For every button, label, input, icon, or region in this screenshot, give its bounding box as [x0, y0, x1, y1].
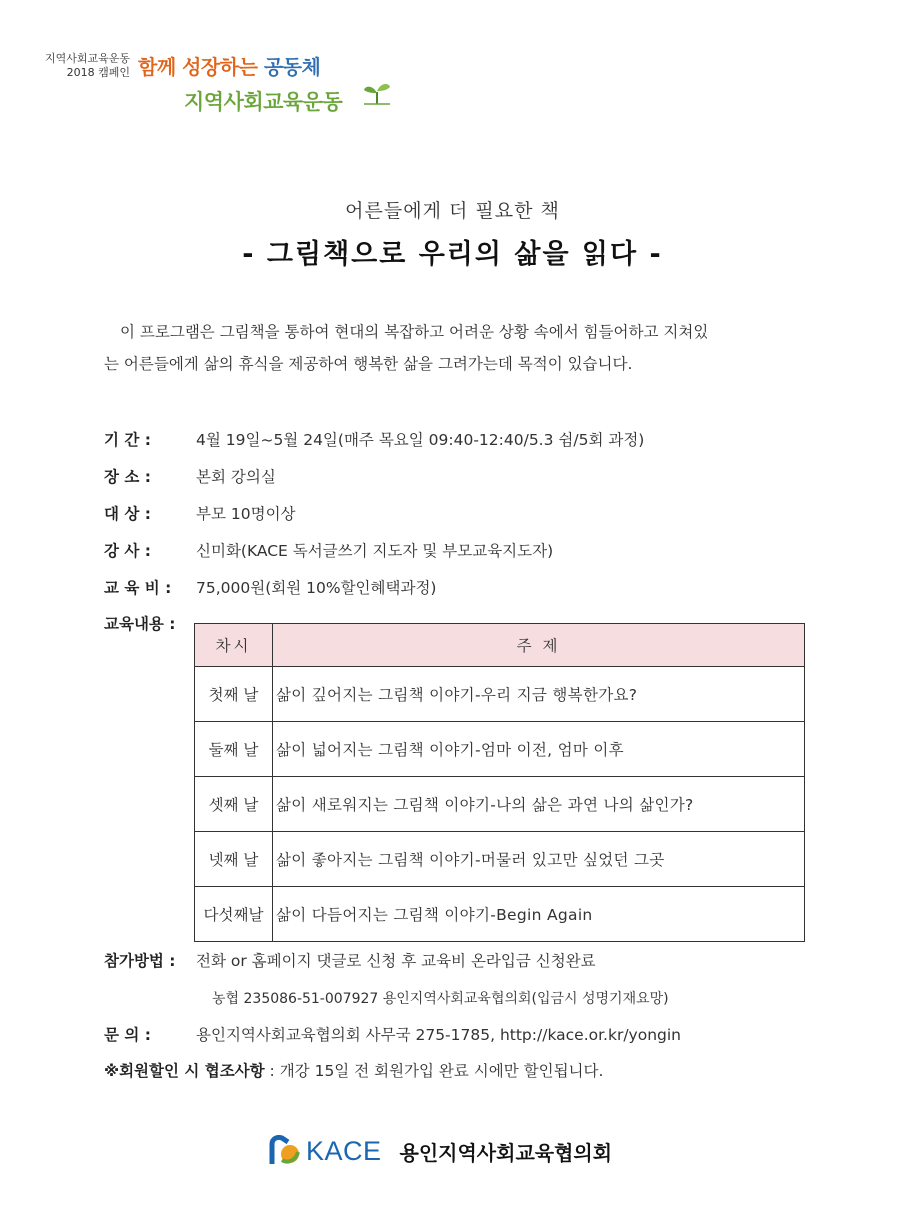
detail-place	[104, 465, 276, 487]
table-row	[195, 887, 805, 942]
session-day: 셋째 날	[195, 777, 273, 832]
subtitle: 어른들에게 더 필요한 책	[345, 200, 560, 222]
page-title: - 그림책으로 우리의 삶을 읽다 -	[242, 239, 663, 270]
footer-org-name: 용인지역사회교육협의회	[399, 1140, 613, 1165]
topic-header: 주 제	[273, 624, 805, 667]
table-row	[195, 667, 805, 722]
slogan-part1: 함께 성장	[138, 55, 220, 79]
slogan-part3: 공동체	[263, 55, 321, 79]
kace-logo-text: KACE	[306, 1135, 382, 1166]
table-row	[195, 777, 805, 832]
session-topic: 삶이 넓어지는 그림책 이야기-엄마 이전, 엄마 이후	[273, 722, 805, 777]
instructor-value: 신미화(KACE 독서글쓰기 지도자 및 부모교육지도자)	[196, 542, 554, 560]
campaign-org-text	[30, 52, 130, 80]
fee-value: 75,000원(회원 10%할인혜택과정)	[196, 579, 437, 597]
period-value: 4월 19일~5월 24일(매주 목요일 09:40-12:40/5.3 쉼/5회 과정)	[196, 431, 645, 449]
member-note: ※회원할인 시 협조사항 : 개강 15일 전 회원가입 완료 시에만 할인됩니다.	[104, 1062, 604, 1080]
session-day: 다섯째날	[195, 887, 273, 942]
session-header: 차시	[195, 624, 273, 667]
detail-target	[104, 502, 296, 524]
detail-period	[104, 428, 644, 450]
intro-line-1: 이 프로그램은 그림책을 통하여 현대의 복잡하고 어려운 상황 속에서 힘들어하고 지쳐있	[120, 323, 709, 341]
session-day: 넷째 날	[195, 832, 273, 887]
table-row	[195, 722, 805, 777]
place-value: 본회 강의실	[196, 468, 276, 486]
place-label: 장 소 :	[104, 468, 151, 486]
detail-apply	[104, 949, 596, 971]
slogan-part2: 하는	[219, 55, 264, 79]
period-label: 기 간 :	[104, 431, 151, 449]
session-day: 첫째 날	[195, 667, 273, 722]
intro-paragraph	[104, 316, 816, 380]
fee-label: 교 육 비 :	[104, 579, 172, 597]
table-row	[195, 832, 805, 887]
apply-value: 전화 or 홈페이지 댓글로 신청 후 교육비 온라입금 신청완료	[196, 952, 596, 970]
campaign-org-label: 지역사회교육운동	[44, 52, 130, 65]
session-topic: 삶이 다듬어지는 그림책 이야기-Begin Again	[273, 887, 805, 942]
footer-logo	[268, 1133, 612, 1169]
apply-label: 참가방법 :	[104, 952, 176, 970]
schedule-header-row	[195, 624, 805, 667]
detail-contact	[104, 1023, 681, 1045]
session-topic: 삶이 새로워지는 그림책 이야기-나의 삶은 과연 나의 삶인가?	[273, 777, 805, 832]
session-day: 둘째 날	[195, 722, 273, 777]
kace-logo-icon	[268, 1134, 302, 1168]
detail-content	[104, 612, 176, 634]
detail-instructor	[104, 539, 553, 561]
member-note-label: ※회원할인 시 협조사항	[104, 1062, 265, 1080]
contact-value: 용인지역사회교육협의회 사무국 275-1785, http://kace.or.kr/yongin	[196, 1026, 682, 1044]
content-label: 교육내용 :	[104, 615, 176, 633]
target-label: 대 상 :	[104, 505, 151, 523]
schedule-table	[194, 623, 805, 942]
campaign-year-label: 2018 캠페인	[66, 66, 130, 79]
target-value: 부모 10명이상	[196, 505, 296, 523]
detail-fee	[104, 576, 436, 598]
bank-account: 농협 235086-51-007927 용인지역사회교육협의회(입금시 성명기재요망)	[212, 991, 669, 1007]
intro-line-2: 는 어른들에게 삶의 휴식을 제공하여 행복한 삶을 그려가는데 목적이 있습니다.	[104, 355, 633, 373]
member-note-value: 개강 15일 전 회원가입 완료 시에만 할인됩니다.	[279, 1062, 604, 1080]
instructor-label: 강 사 :	[104, 542, 151, 560]
sprout-icon	[362, 80, 392, 106]
session-topic: 삶이 좋아지는 그림책 이야기-머물러 있고만 싶었던 그곳	[273, 832, 805, 887]
contact-label: 문 의 :	[104, 1026, 151, 1044]
campaign-slogan	[138, 51, 320, 80]
movement-name: 지역사회교육운동	[184, 90, 343, 114]
session-topic: 삶이 깊어지는 그림책 이야기-우리 지금 행복한가요?	[273, 667, 805, 722]
